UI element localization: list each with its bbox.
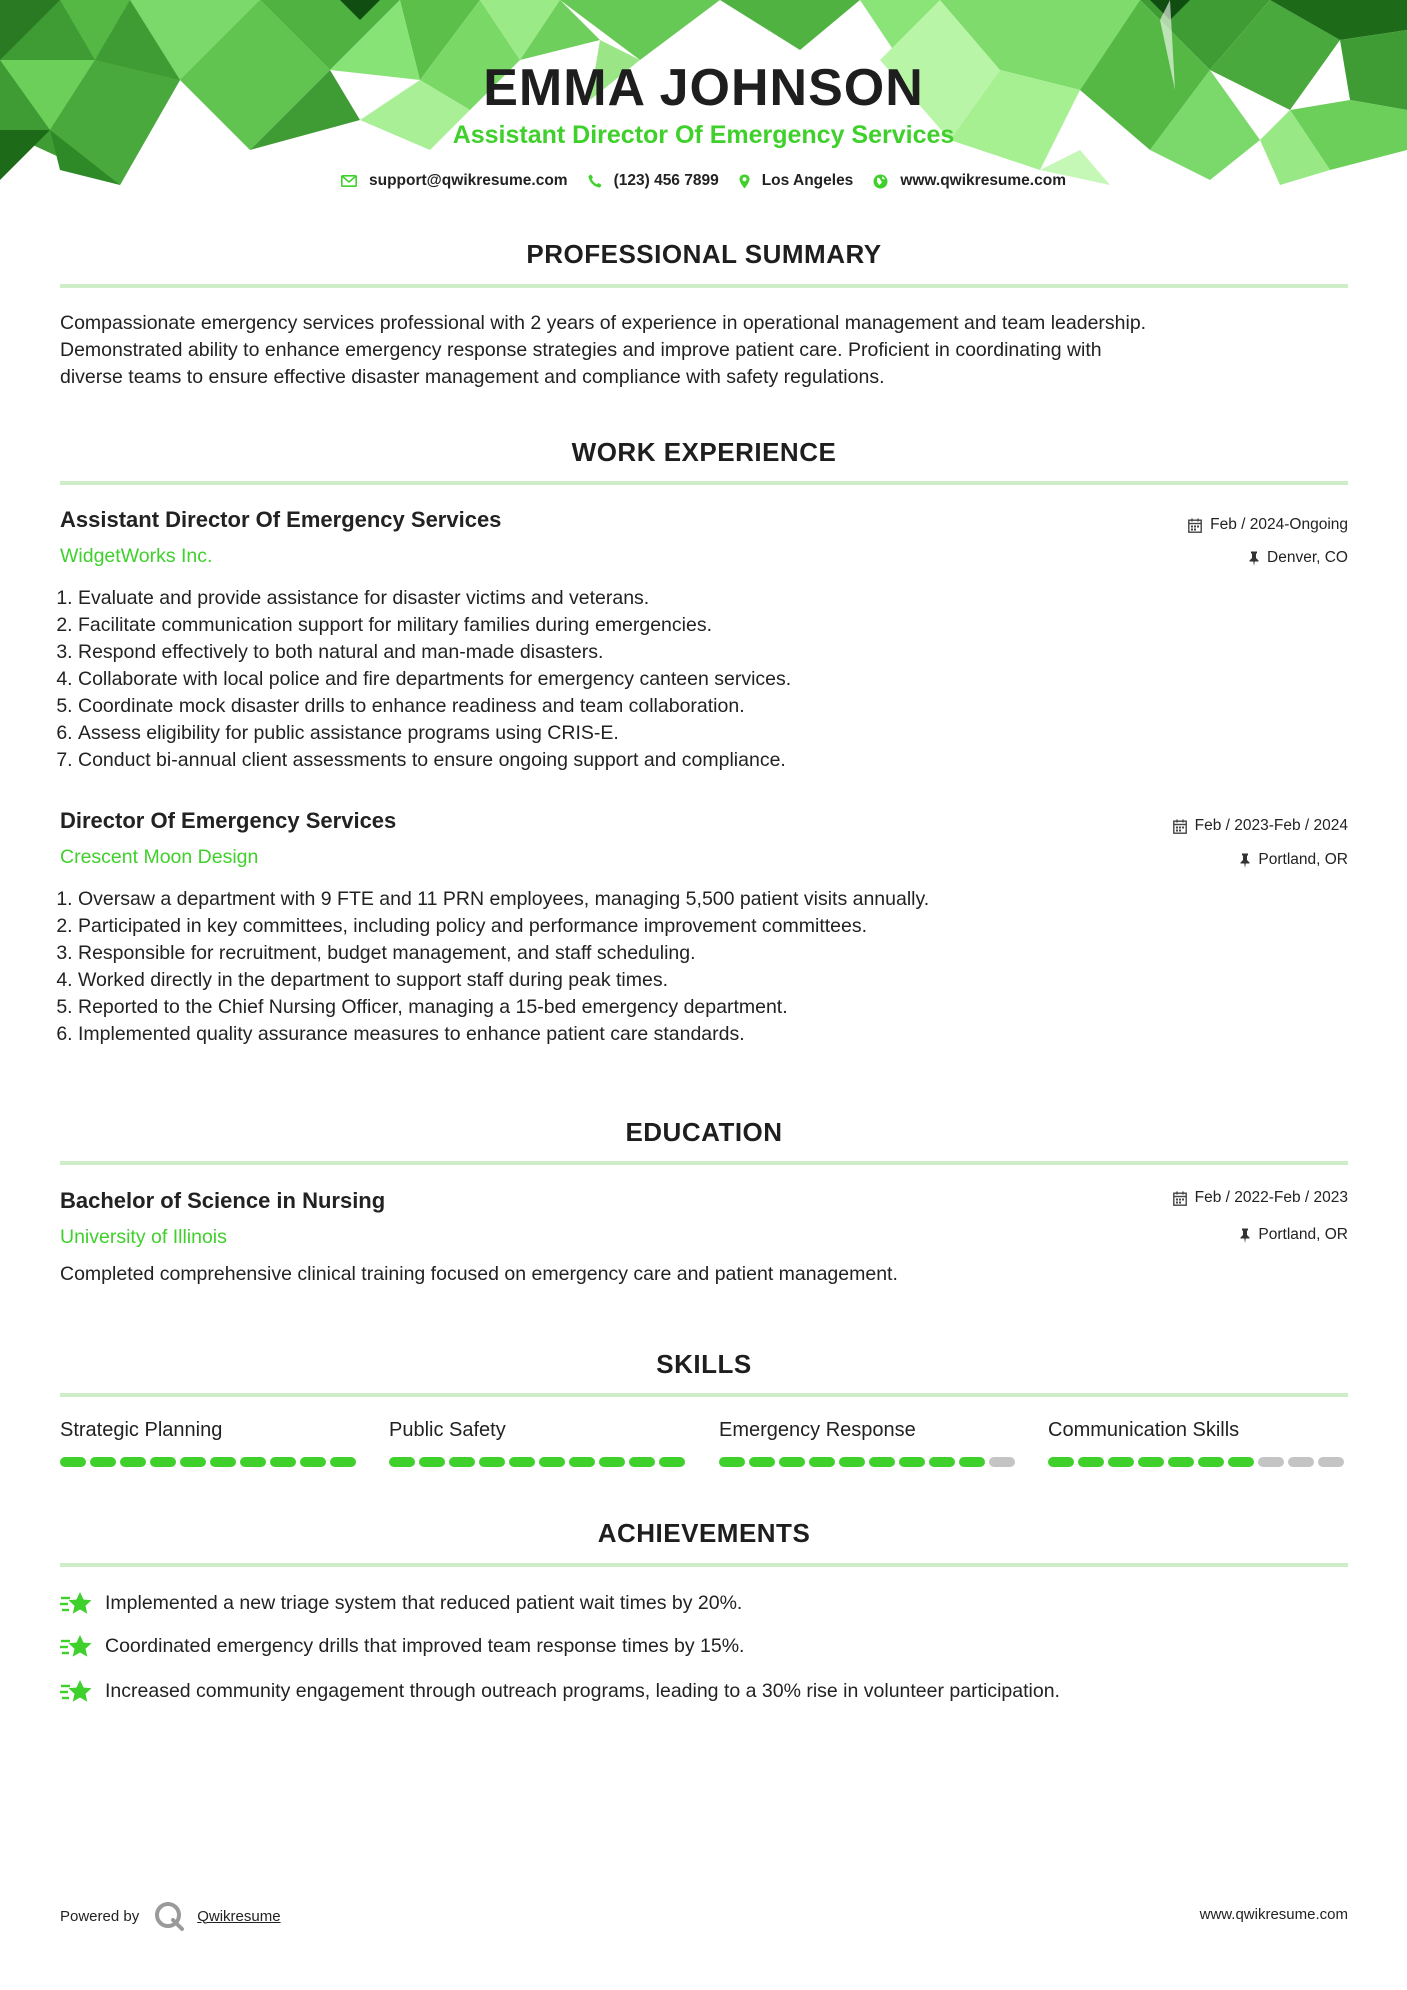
skill-segment-filled <box>629 1457 655 1467</box>
list-item: 2. Facilitate communication support for military families during emergencies. <box>78 612 1328 639</box>
skill-segment-filled <box>899 1457 925 1467</box>
skill-segment-filled <box>150 1457 176 1467</box>
list-item: 6. Implemented quality assurance measures to enhance patient care standards. <box>78 1021 1328 1048</box>
contact-email-text: support@qwikresume.com <box>369 172 568 189</box>
summary-line: Demonstrated ability to enhance emergency response strategies and improve patient care. Proficient in coordinating with <box>60 339 1102 361</box>
skill-segment-filled <box>569 1457 595 1467</box>
qwikresume-link[interactable]: Qwikresume <box>197 1907 281 1925</box>
skill-segment-filled <box>659 1457 685 1467</box>
summary-line: Compassionate emergency services professional with 2 years of experience in operational management and team leadership. <box>60 312 1147 334</box>
achievements-divider <box>60 1563 1348 1567</box>
experience-heading: WORK EXPERIENCE <box>571 437 837 467</box>
skill-segment-filled <box>1108 1457 1134 1467</box>
skill-name: Public Safety <box>389 1419 506 1441</box>
achievement-text: Coordinated emergency drills that improved team response times by 15%. <box>105 1635 745 1657</box>
job-company-2: Crescent Moon Design <box>60 846 259 868</box>
skill-segment-filled <box>330 1457 356 1467</box>
candidate-job-title: Assistant Director Of Emergency Services <box>452 121 955 149</box>
skill-segment-filled <box>1168 1457 1194 1467</box>
skill-segment-filled <box>1228 1457 1254 1467</box>
job-location-text: Portland, OR <box>1258 851 1348 868</box>
envelope-icon <box>341 175 357 187</box>
skill-segment-filled <box>839 1457 865 1467</box>
job-duties-1 <box>52 585 1328 774</box>
pushpin-icon <box>1240 1228 1250 1243</box>
skill-segment-filled <box>60 1457 86 1467</box>
skill-level-bar <box>1048 1457 1348 1467</box>
list-item: 6. Assess eligibility for public assistance programs using CRIS-E. <box>78 720 1328 747</box>
skill-segment-filled <box>300 1457 326 1467</box>
contact-location <box>739 172 854 190</box>
skill-segment-filled <box>509 1457 535 1467</box>
education-description: Completed comprehensive clinical training focused on emergency care and patient management. <box>60 1263 898 1285</box>
skill-segment-filled <box>449 1457 475 1467</box>
achievement-item <box>60 1590 742 1617</box>
skill-name: Emergency Response <box>719 1419 916 1441</box>
skill-segment-filled <box>719 1457 745 1467</box>
skill-segment-filled <box>1078 1457 1104 1467</box>
skills-heading: SKILLS <box>656 1349 752 1379</box>
list-item: 5. Coordinate mock disaster drills to enhance readiness and team collaboration. <box>78 693 1328 720</box>
skills-divider <box>60 1393 1348 1397</box>
skill-segment-filled <box>599 1457 625 1467</box>
skill-name: Communication Skills <box>1048 1419 1240 1441</box>
job-company-1: WidgetWorks Inc. <box>60 545 213 567</box>
skill-segment-filled <box>389 1457 415 1467</box>
job-location-1 <box>1249 549 1348 567</box>
skill-segment-filled <box>779 1457 805 1467</box>
skill-segment-empty <box>1318 1457 1344 1467</box>
education-divider <box>60 1161 1348 1165</box>
list-item: 1. Evaluate and provide assistance for disaster victims and veterans. <box>78 585 1328 612</box>
contact-phone-text: (123) 456 7899 <box>613 172 719 189</box>
job-duties-2 <box>52 886 1328 1048</box>
skill-segment-empty <box>989 1457 1015 1467</box>
education-school: University of Illinois <box>60 1226 227 1248</box>
candidate-name: EMMA JOHNSON <box>483 59 924 117</box>
skill-segment-filled <box>749 1457 775 1467</box>
skill-segment-filled <box>180 1457 206 1467</box>
skill-segment-empty <box>1288 1457 1314 1467</box>
calendar-icon <box>1173 819 1187 834</box>
calendar-icon <box>1173 1191 1187 1206</box>
skill-segment-filled <box>479 1457 505 1467</box>
job-date-2 <box>1173 817 1348 835</box>
pushpin-icon <box>1249 551 1259 566</box>
job-date-1 <box>1188 516 1348 534</box>
skill-segment-filled <box>959 1457 985 1467</box>
contact-email[interactable] <box>341 172 568 190</box>
skill-segment-filled <box>419 1457 445 1467</box>
job-location-2 <box>1240 851 1348 869</box>
summary-line: diverse teams to ensure effective disaster management and compliance with safety regulations. <box>60 366 885 388</box>
star-icon <box>60 1633 93 1660</box>
skill-name: Strategic Planning <box>60 1419 223 1441</box>
skill-segment-filled <box>809 1457 835 1467</box>
achievement-item <box>60 1633 744 1660</box>
summary-heading: PROFESSIONAL SUMMARY <box>526 239 882 269</box>
skill-level-bar <box>389 1457 689 1467</box>
job-title-2: Director Of Emergency Services <box>60 808 397 833</box>
list-item: 7. Conduct bi-annual client assessments to ensure ongoing support and compliance. <box>78 747 1328 774</box>
skill-segment-filled <box>210 1457 236 1467</box>
skill-segment-filled <box>270 1457 296 1467</box>
skill-segment-filled <box>1048 1457 1074 1467</box>
education-location-text: Portland, OR <box>1258 1226 1348 1243</box>
achievement-item <box>60 1678 1060 1705</box>
skill-segment-empty <box>1258 1457 1284 1467</box>
education-heading: EDUCATION <box>625 1117 783 1147</box>
calendar-icon <box>1188 518 1202 533</box>
globe-icon <box>873 174 888 189</box>
list-item: 4. Collaborate with local police and fire departments for emergency canteen services. <box>78 666 1328 693</box>
job-date-text: Feb / 2023-Feb / 2024 <box>1194 817 1348 834</box>
list-item: 2. Participated in key committees, including policy and performance improvement committees. <box>78 913 1328 940</box>
list-item: 4. Worked directly in the department to support staff during peak times. <box>78 967 1328 994</box>
map-pin-icon <box>739 174 750 189</box>
powered-by-label: Powered by <box>60 1907 140 1925</box>
footer-url[interactable]: www.qwikresume.com <box>1199 1906 1348 1923</box>
list-item: 1. Oversaw a department with 9 FTE and 11 PRN employees, managing 5,500 patient visits annually. <box>78 886 1328 913</box>
job-location-text: Denver, CO <box>1267 549 1348 566</box>
qwikresume-logo-icon <box>153 1900 185 1932</box>
pushpin-icon <box>1240 853 1250 868</box>
skill-segment-filled <box>929 1457 955 1467</box>
star-icon <box>60 1678 93 1705</box>
education-date-text: Feb / 2022-Feb / 2023 <box>1194 1189 1348 1206</box>
achievement-text: Increased community engagement through outreach programs, leading to a 30% rise in volunteer participation. <box>105 1680 1060 1702</box>
skill-segment-filled <box>1138 1457 1164 1467</box>
summary-divider <box>60 284 1348 288</box>
star-icon <box>60 1590 93 1617</box>
skill-segment-filled <box>539 1457 565 1467</box>
list-item: 3. Respond effectively to both natural and man-made disasters. <box>78 639 1328 666</box>
contact-website[interactable] <box>873 172 1066 190</box>
job-date-text: Feb / 2024-Ongoing <box>1210 516 1348 533</box>
education-degree: Bachelor of Science in Nursing <box>60 1188 386 1213</box>
summary-text <box>60 310 1350 391</box>
contact-website-text: www.qwikresume.com <box>900 172 1066 189</box>
job-title-1: Assistant Director Of Emergency Services <box>60 507 502 532</box>
education-location <box>1240 1226 1348 1244</box>
contact-phone[interactable] <box>588 172 719 190</box>
phone-icon <box>588 174 602 188</box>
list-item: 3. Responsible for recruitment, budget management, and staff scheduling. <box>78 940 1328 967</box>
skill-segment-filled <box>120 1457 146 1467</box>
contact-location-text: Los Angeles <box>761 172 854 189</box>
skill-level-bar <box>719 1457 1019 1467</box>
achievement-text: Implemented a new triage system that reduced patient wait times by 20%. <box>105 1592 743 1614</box>
achievements-heading: ACHIEVEMENTS <box>597 1518 811 1548</box>
skill-segment-filled <box>1198 1457 1224 1467</box>
footer-powered-by <box>60 1900 281 1932</box>
skill-level-bar <box>60 1457 360 1467</box>
skill-segment-filled <box>90 1457 116 1467</box>
list-item: 5. Reported to the Chief Nursing Officer, managing a 15-bed emergency department. <box>78 994 1328 1021</box>
skill-segment-filled <box>240 1457 266 1467</box>
skill-segment-filled <box>869 1457 895 1467</box>
contact-bar <box>0 172 1407 190</box>
experience-divider <box>60 481 1348 485</box>
education-date <box>1173 1189 1348 1207</box>
